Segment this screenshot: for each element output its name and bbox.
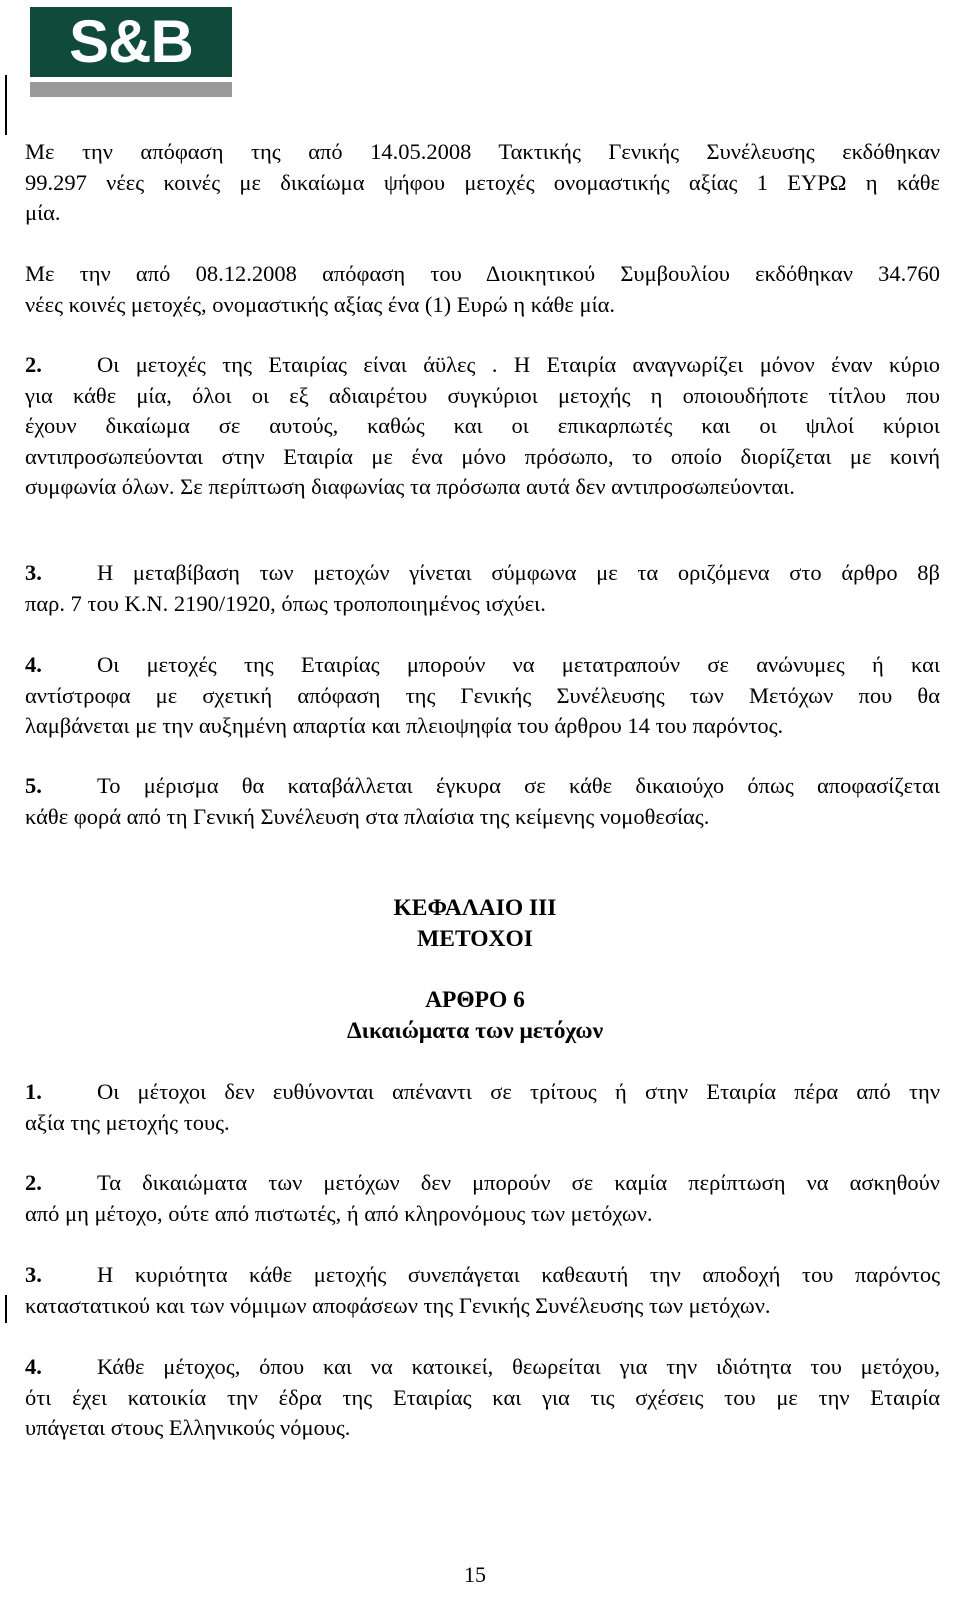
clause-number: 5. <box>25 773 42 798</box>
text-line: Η κυριότητα κάθε μετοχής συνεπάγεται καθεαυτή την αποδοχή του παρόντος <box>97 1262 940 1287</box>
paragraph-share-issue-2008-12 <box>25 259 940 320</box>
text-line: Οι μετοχές της Εταιρίας είναι άϋλες . Η Εταιρία αναγνωρίζει μόνον έναν κύριο <box>97 352 940 377</box>
chapter-title: ΚΕΦΑΛΑΙΟ ΙΙΙ <box>393 895 557 921</box>
text-line: νέες κοινές μετοχές, ονομαστικής αξίας ένα (1) Ευρώ η κάθε μία. <box>25 291 616 317</box>
chapter-subtitle: ΜΕΤΟΧΟΙ <box>417 926 533 952</box>
clause-2-dematerialized-shares <box>25 350 940 503</box>
clause-number: 2. <box>25 352 42 377</box>
text-line: έχουν δικαίωμα σε αυτούς, καθώς και οι επικαρπωτές και οι ψιλοί κύριοι <box>25 413 940 438</box>
company-logo: S&B <box>30 7 232 77</box>
clause-number: 3. <box>25 560 42 585</box>
text-line: Με την από 08.12.2008 απόφαση του Διοικητικού Συμβουλίου εκδόθηκαν 34.760 <box>25 261 940 286</box>
text-line: αντιπροσωπεύονται στην Εταιρία με ένα μόνο πρόσωπο, το οποίο διορίζεται με κοινή <box>25 443 940 469</box>
text-line: συμφωνία όλων. Σε περίπτωση διαφωνίας τα πρόσωπα αυτά δεν αντιπροσωπεύονται. <box>25 474 795 499</box>
article-clause-1 <box>25 1077 940 1138</box>
clause-number: 2. <box>25 1170 42 1195</box>
margin-mark-top <box>5 75 7 135</box>
article-title: ΑΡΘΡΟ 6 <box>425 987 525 1013</box>
text-line: Το μέρισμα θα καταβάλλεται έγκυρα σε κάθε δικαιούχο όπως αποφασίζεται <box>97 773 940 798</box>
text-line: Με την απόφαση της από 14.05.2008 Τακτικής Γενικής Συνέλευσης εκδόθηκαν <box>25 139 940 164</box>
article-clause-2 <box>25 1168 940 1229</box>
text-line: Τα δικαιώματα των μετόχων δεν μπορούν σε καμία περίπτωση να ασκηθούν <box>97 1170 940 1195</box>
text-line: κάθε φορά από τη Γενική Συνέλευση στα πλαίσια της κείμενης νομοθεσίας. <box>25 803 710 829</box>
text-line: Οι μετοχές της Εταιρίας μπορούν να μετατραπούν σε ανώνυμες ή και <box>97 652 940 677</box>
text-line: λαμβάνεται με την αυξημένη απαρτία και πλειοψηφία του άρθρου 14 του παρόντος. <box>25 713 784 738</box>
text-line: Η μεταβίβαση των μετοχών γίνεται σύμφωνα με τα οριζόμενα στο άρθρο 8β <box>97 560 940 585</box>
text-line: παρ. 7 του Κ.Ν. 2190/1920, όπως τροποποιημένος ισχύει. <box>25 590 546 616</box>
text-line: Κάθε μέτοχος, όπου και να κατοικεί, θεωρείται για την ιδιότητα του μετόχου, <box>97 1354 940 1379</box>
text-line: 99.297 νέες κοινές με δικαίωμα ψήφου μετοχές ονομαστικής αξίας 1 ΕΥΡΩ η κάθε <box>25 169 940 195</box>
clause-4-share-conversion <box>25 650 940 742</box>
clause-number: 3. <box>25 1262 42 1287</box>
clause-3-share-transfer <box>25 558 940 619</box>
clause-number: 4. <box>25 1354 42 1379</box>
paragraph-share-issue-2008-05 <box>25 137 940 229</box>
text-line: αξία της μετοχής τους. <box>25 1109 230 1135</box>
text-line: μία. <box>25 200 61 225</box>
text-line: ότι έχει κατοικία την έδρα της Εταιρίας και για τις σχέσεις του με την Εταιρία <box>25 1384 940 1410</box>
clause-5-dividend <box>25 771 940 832</box>
article-clause-4 <box>25 1352 940 1444</box>
logo-underline-bar <box>30 82 232 97</box>
article-clause-3 <box>25 1260 940 1321</box>
text-line: από μη μέτοχο, ούτε από πιστωτές, ή από κληρονόμους των μετόχων. <box>25 1200 653 1226</box>
clause-number: 4. <box>25 652 42 677</box>
article-subtitle: Δικαιώματα των μετόχων <box>346 1018 604 1044</box>
page-number: 15 <box>464 1562 486 1587</box>
text-line: καταστατικού και των νόμιμων αποφάσεων της Γενικής Συνέλευσης των μετόχων. <box>25 1292 771 1318</box>
margin-mark-bottom <box>5 1295 7 1323</box>
text-line: Οι μέτοχοι δεν ευθύνονται απέναντι σε τρίτους ή στην Εταιρία πέρα από την <box>97 1079 940 1104</box>
text-line: υπάγεται στους Ελληνικούς νόμους. <box>25 1415 351 1440</box>
text-line: για κάθε μία, όλοι οι εξ αδιαιρέτου συγκύριοι μετοχής η οποιουδήποτε τίτλου που <box>25 382 940 408</box>
clause-number: 1. <box>25 1079 42 1104</box>
text-line: αντίστροφα με σχετική απόφαση της Γενικής Συνέλευσης των Μετόχων που θα <box>25 682 940 708</box>
